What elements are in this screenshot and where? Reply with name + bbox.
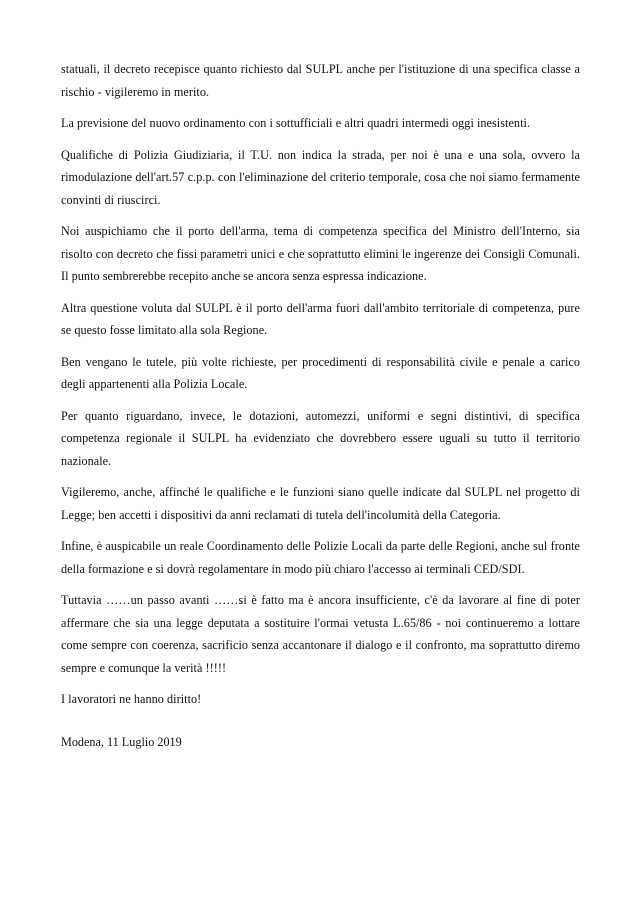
paragraph-tuttavia: Tuttavia ……un passo avanti ……si è fatto ma è ancora insufficiente, c'è da lavorare al fine di poter affermare che sia una legge deputata a sostituire l'ormai vetusta L.65/86 - noi continueremo a lottare come sempre con coerenza, sacrificio senza accantonare il dialogo e il confronto, ma soprattutto diremo sempre e comunque la verità !!!!! <box>61 593 580 675</box>
paragraph-qualifiche-funzioni: Vigileremo, anche, affinché le qualifiche e le funzioni siano quelle indicate dal SULPL nel progetto di Legge; ben accetti i dispositivi da anni reclamati di tutela dell'incolumità della Categoria. <box>61 485 580 522</box>
paragraph-lavoratori-diritto: I lavoratori ne hanno diritto! <box>61 692 202 706</box>
signature-place-date: Modena, 11 Luglio 2019 <box>61 734 182 749</box>
paragraph-coordinamento: Infine, è auspicabile un reale Coordinamento delle Polizie Locali da parte delle Regioni, anche sul fronte della formazione e si dovrà regolamentare in modo più chiaro l'accesso ai terminali CED/SDI. <box>61 539 580 576</box>
paragraph-porto-arma: Noi auspichiamo che il porto dell'arma, tema di competenza specifica del Ministro dell'Interno, sia risolto con decreto che fissi parametri unici e che soprattutto elimini le ingerenze dei Consigli Comunali. Il punto sembrerebbe recepito anche se ancora senza espressa indicazione. <box>61 224 580 283</box>
paragraph-porto-arma-fuori-ambito: Altra questione voluta dal SULPL è il porto dell'arma fuori dall'ambito territoriale di competenza, pure se questo fosse limitato alla sola Regione. <box>61 300 580 337</box>
paragraph-tutele: Ben vengano le tutele, più volte richieste, per procedimenti di responsabilità civile e penale a carico degli appartenenti alla Polizia Locale. <box>61 354 580 391</box>
paragraph-nuovo-ordinamento: La previsione del nuovo ordinamento con i sottufficiali e altri quadri intermedi oggi inesistenti. <box>61 116 531 130</box>
paragraph-classe-rischio: statuali, il decreto recepisce quanto richiesto dal SULPL anche per l'istituzione di una specifica classe a rischio - vigileremo in merito. <box>61 62 580 99</box>
paragraph-polizia-giudiziaria: Qualifiche di Polizia Giudiziaria, il T.U. non indica la strada, per noi è una e una sola, ovvero la rimodulazione dell'art.57 c.p.p. con l'eliminazione del criterio temporale, cosa che noi siamo fermamente convinti di riuscirci. <box>61 147 580 207</box>
paragraph-dotazioni: Per quanto riguardano, invece, le dotazioni, automezzi, uniformi e segni distintivi, di specifica competenza regionale il SULPL ha evidenziato che dovrebbero essere uguali su tutto il territorio nazionale. <box>61 408 580 468</box>
